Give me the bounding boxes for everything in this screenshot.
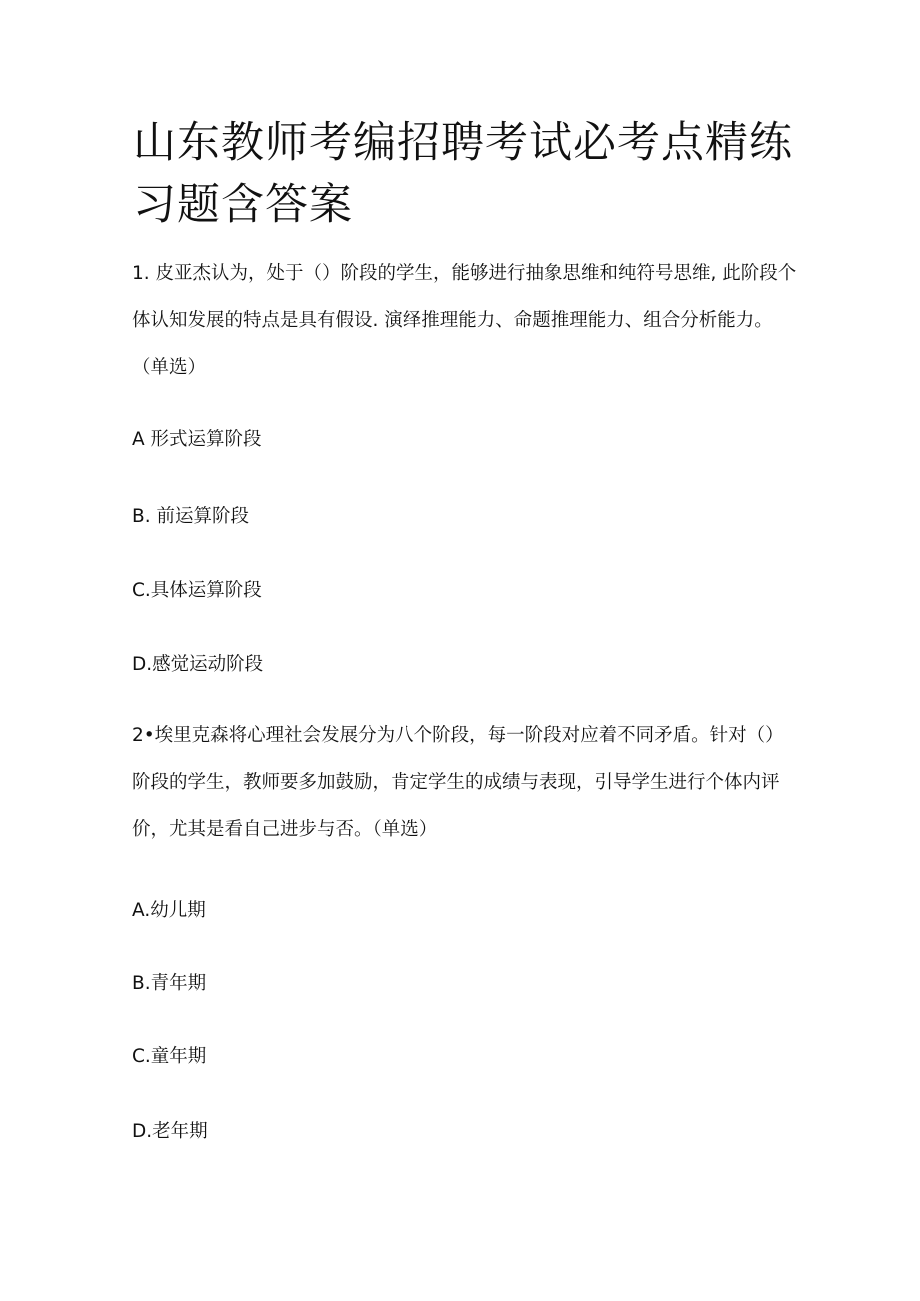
question-1-option-b: B. 前运算阶段 [132, 506, 249, 527]
question-2-option-d: D.老年期 [132, 1121, 208, 1142]
question-2-stem: 2•埃里克森将心理社会发展分为八个阶段，每一阶段对应着不同矛盾。针对（）阶段的学生，教师要多加鼓励，肯定学生的成绩与表现，引导学生进行个体内评价，尤其是看自己进步与否。（单选） [132, 725, 784, 840]
question-2-option-b: B.青年期 [132, 973, 207, 994]
question-1-option-a: A 形式运算阶段 [132, 429, 262, 450]
question-1-option-d: D.感觉运动阶段 [132, 654, 264, 675]
question-2-option-c: C.童年期 [132, 1046, 207, 1067]
question-1-option-c: C.具体运算阶段 [132, 580, 262, 601]
question-2-option-a: A.幼儿期 [132, 900, 206, 921]
question-1-stem: 1. 皮亚杰认为，处于（）阶段的学生，能够进行抽象思维和纯符号思维, 此阶段个体认知发展的特点是具有假设. 演绎推理能力、命题推理能力、组合分析能力。（单选） [132, 263, 797, 378]
document-title: 山东教师考编招聘考试必考点精练习题含答案 [133, 118, 793, 230]
